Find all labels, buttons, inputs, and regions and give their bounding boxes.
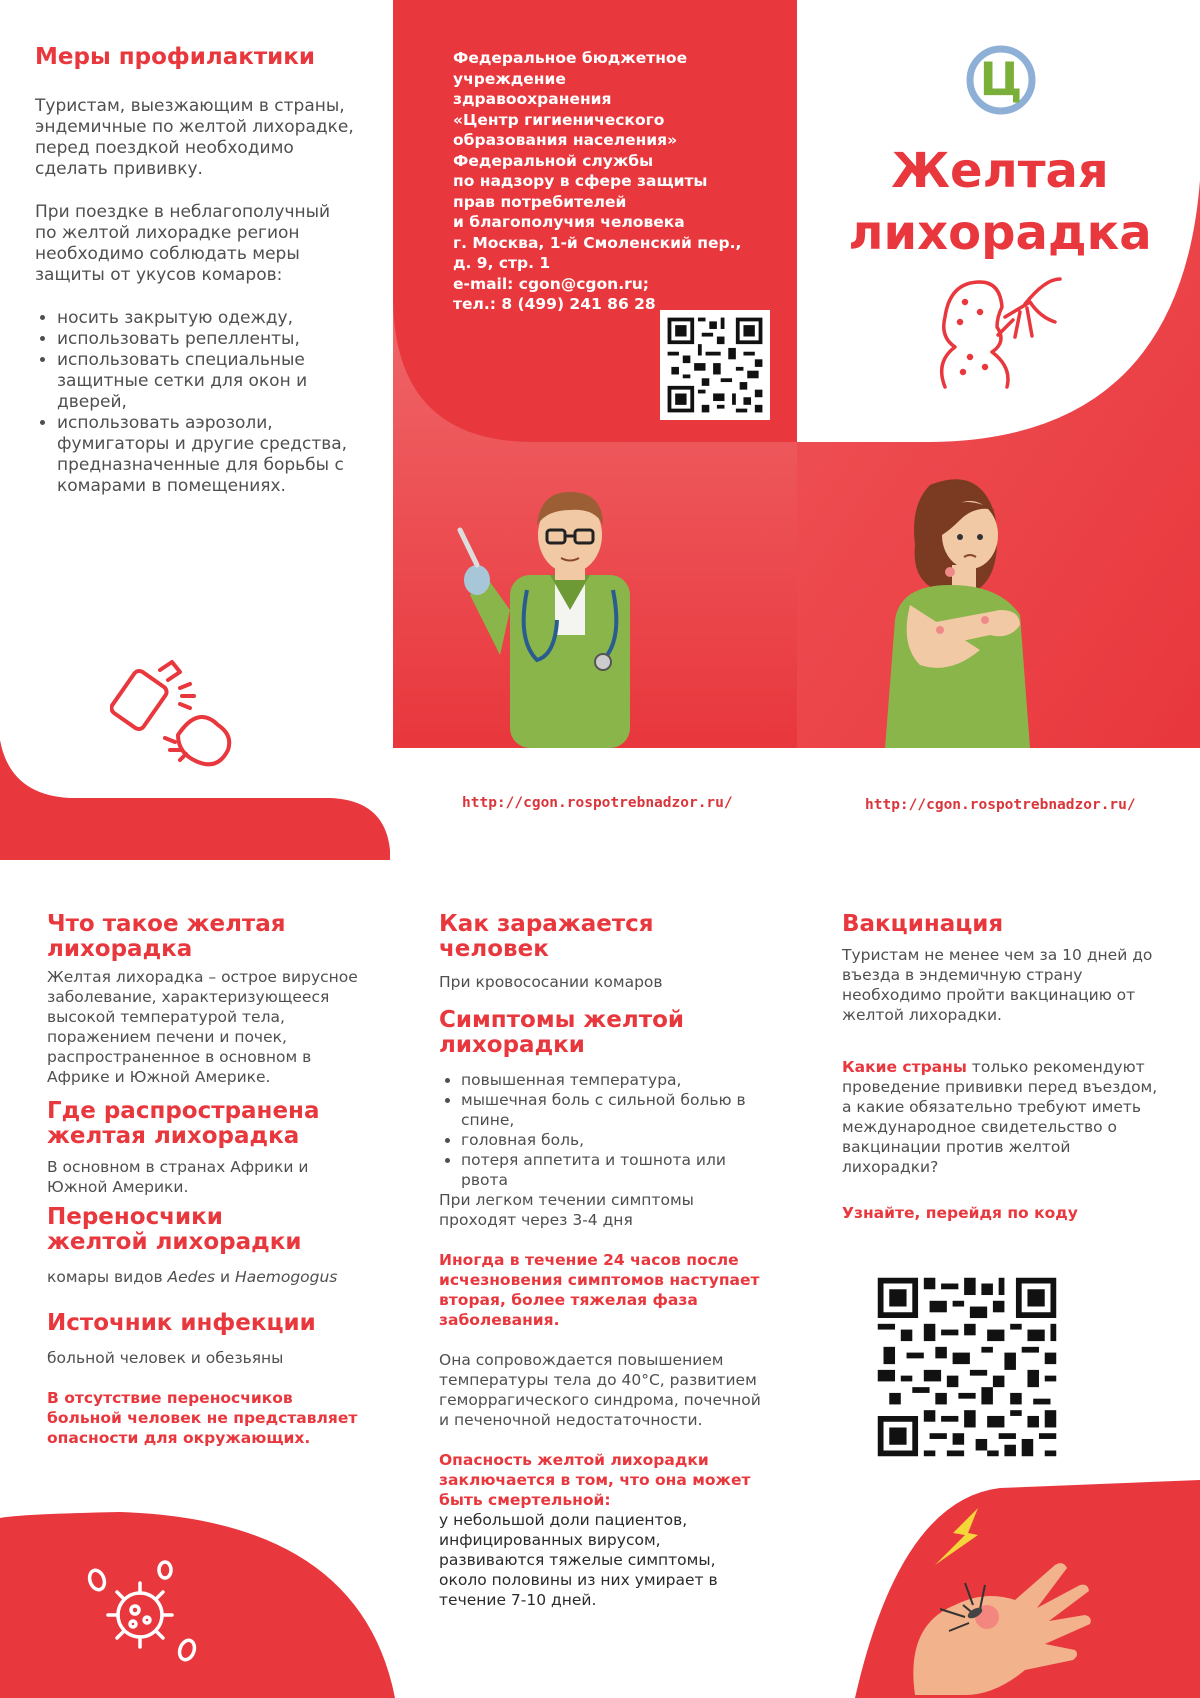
qr-code-small[interactable]: [660, 310, 770, 420]
countries-question-text: только рекомендуют проведение прививки перед въездом, а какие обязательно требуют иметь международное свидетельство о вакцинации против желтой лихорадки?: [842, 1058, 1158, 1176]
website-link-panel3[interactable]: http://cgon.rospotrebnadzor.ru/: [865, 797, 1136, 813]
org-line: здравоохранения: [453, 90, 612, 108]
cover-title-line1: Желтая: [891, 143, 1109, 199]
list-item: • головная боль,: [461, 1130, 764, 1150]
symptoms-title: Симптомы желтой лихорадки: [439, 1007, 685, 1058]
org-line: «Центр гигиенического: [453, 110, 665, 129]
org-line: и благополучия человека: [453, 213, 685, 231]
list-item: • использовать специальные защитные сетки для окон и дверей,: [57, 350, 355, 413]
org-line: прав потребителей: [453, 192, 627, 211]
infection-symptoms-panel: [439, 912, 764, 1610]
how-infected-title: Как заражается человек: [439, 911, 654, 962]
list-item: • повышенная температура,: [461, 1070, 764, 1090]
spray-icon: [110, 650, 250, 770]
source-text: больной человек и обезьяны: [47, 1349, 284, 1367]
hand-mosquito-bite-illustration: [905, 1505, 1105, 1695]
doctor-illustration: [455, 480, 685, 748]
prevention-text-2: При поездке в неблагополучный по желтой лихорадке регион необходимо соблюдать меры защиты от укусов комаров:: [35, 202, 331, 285]
prevention-panel: [35, 45, 355, 497]
how-infected-text: При кровососании комаров: [439, 973, 663, 991]
organization-info: [453, 48, 753, 315]
prevention-text-1: Туристам, выезжающим в страны, эндемичные по желтой лихорадке, перед поездкой необходимо сделать прививку.: [35, 96, 354, 179]
mild-course-text: При легком течении симптомы проходят через 3-4 дня: [439, 1191, 694, 1229]
org-line: Федеральное бюджетное: [453, 49, 688, 67]
org-line: г. Москва, 1-й Смоленский пер.,: [453, 233, 742, 252]
second-phase-text: Она сопровождается повышением температуры тела до 40°С, развитием геморрагического синдрома, почечной и печеночной недостаточности.: [439, 1351, 761, 1429]
danger-warning: Опасность желтой лихорадки заключается в том, что она может быть смертельной:: [439, 1451, 751, 1509]
symptoms-list: [439, 1070, 764, 1190]
logo-letter: Ц: [979, 52, 1023, 106]
vectors-text: [47, 1267, 377, 1287]
list-item: • мышечная боль с сильной болью в спине,: [461, 1090, 764, 1130]
scan-code-cta: Узнайте, перейдя по коду: [842, 1204, 1078, 1222]
danger-text: у небольшой доли пациентов, инфицированных вирусом, развиваются тяжелые симптомы, около половины из них умирает в течение 7-10 дней.: [439, 1511, 718, 1609]
org-line: тел.: 8 (499) 241 86 28: [453, 295, 656, 313]
what-is-title: Что такое желтая лихорадка: [47, 911, 286, 962]
org-line: по надзору в сфере защиты: [453, 172, 708, 190]
no-vector-note: В отсутствие переносчиков больной человек не представляет опасности для окружающих.: [47, 1389, 358, 1447]
infected-person-mosquito-icon: [925, 272, 1065, 392]
list-item: • потеря аппетита и тошнота или рвота: [461, 1150, 764, 1190]
org-line: д. 9, стр. 1: [453, 254, 551, 272]
distribution-title: Где распространена желтая лихорадка: [47, 1098, 320, 1149]
countries-highlight: Какие страны: [842, 1058, 967, 1076]
virus-icon: [85, 1560, 205, 1670]
woman-illustration: [870, 475, 1060, 748]
vaccination-title: Вакцинация: [842, 911, 1004, 937]
org-line: учреждение: [453, 69, 566, 88]
vectors-text-pre: комары видов: [47, 1268, 168, 1286]
cover-title: [800, 140, 1200, 264]
website-link-panel2[interactable]: http://cgon.rospotrebnadzor.ru/: [462, 795, 733, 811]
disease-info-panel: [47, 912, 377, 1448]
prevention-list: [35, 308, 355, 497]
distribution-text: В основном в странах Африки и Южной Америки.: [47, 1158, 309, 1196]
list-item: • носить закрытую одежду,: [57, 308, 355, 329]
cover-title-line2: лихорадка: [848, 205, 1152, 261]
org-line: e-mail: cgon@cgon.ru;: [453, 274, 649, 293]
qr-code-large[interactable]: [872, 1272, 1062, 1462]
list-item: • использовать аэрозоли, фумигаторы и другие средства, предназначенные для борьбы с комарами в помещениях.: [57, 413, 355, 497]
vectors-title: Переносчики желтой лихорадки: [47, 1204, 302, 1255]
org-line: Федеральной службы: [453, 151, 654, 170]
list-item: • использовать репелленты,: [57, 329, 355, 350]
countries-question: [842, 1057, 1162, 1177]
vaccination-panel: [842, 912, 1162, 1223]
species-aedes: Aedes: [167, 1268, 216, 1286]
second-phase-warning: Иногда в течение 24 часов после исчезновения симптомов наступает вторая, более тяжелая фаза заболевания.: [439, 1251, 760, 1329]
org-line: образования населения»: [453, 131, 678, 149]
source-title: Источник инфекции: [47, 1310, 316, 1336]
vaccination-text: Туристам не менее чем за 10 дней до въезда в эндемичную страну необходимо пройти вакцинацию от желтой лихорадки.: [842, 946, 1153, 1024]
what-is-text: Желтая лихорадка – острое вирусное заболевание, характеризующееся высокой температурой тела, поражением печени и почек, распространенное в основном в Африке и Южной Америке.: [47, 968, 358, 1086]
vectors-text-and: и: [215, 1268, 236, 1286]
species-haemogogus: Haemogogus: [235, 1268, 338, 1286]
prevention-title: Меры профилактики: [35, 44, 315, 70]
